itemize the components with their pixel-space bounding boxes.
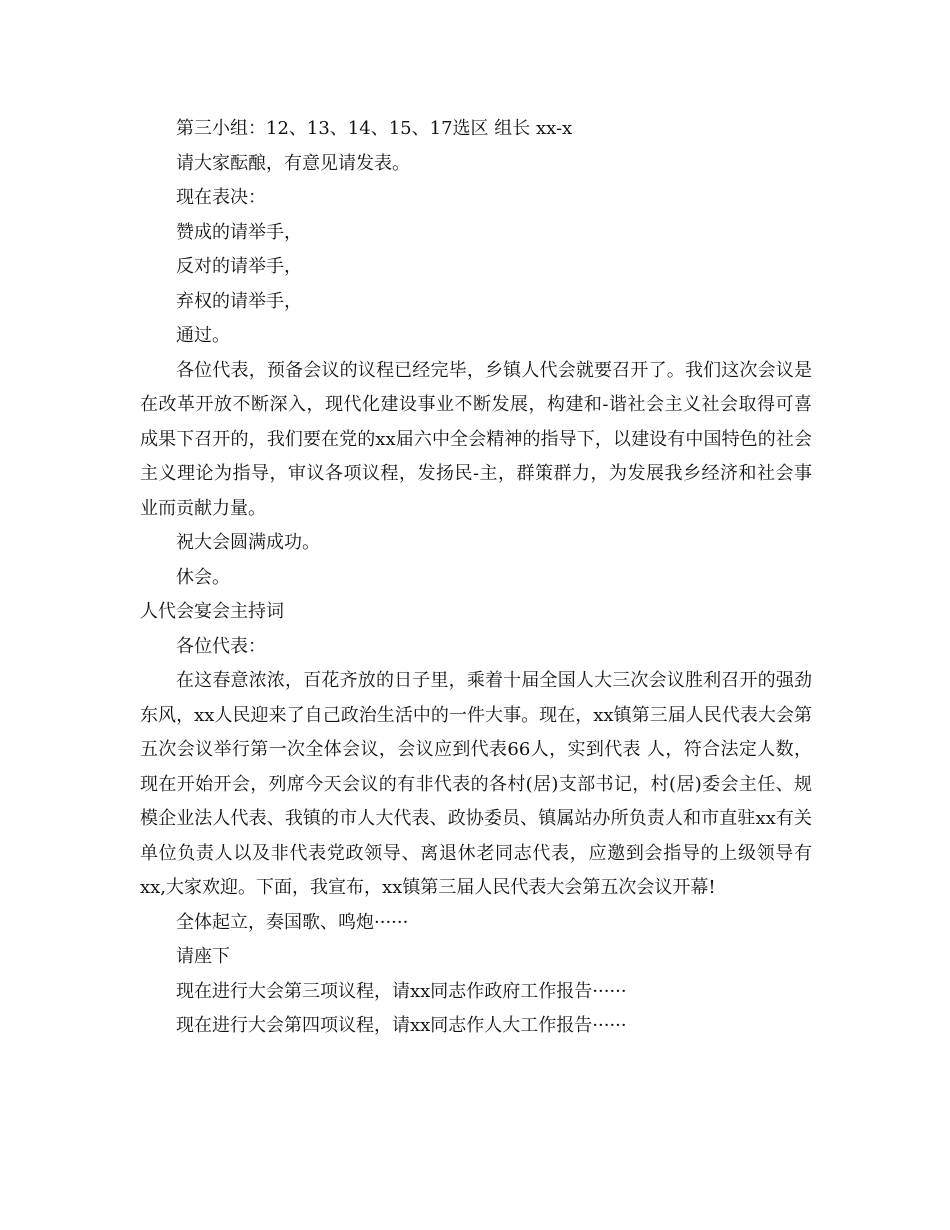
paragraph-be-seated: 请座下 xyxy=(176,946,230,967)
paragraph-success-wish: 祝大会圆满成功。 xyxy=(176,532,320,553)
paragraph-agenda-three: 现在进行大会第三项议程，请xx同志作政府工作报告······ xyxy=(176,980,627,1002)
paragraph-group-three: 第三小组：12、13、14、15、17选区 组长 xx-x xyxy=(176,118,573,139)
document-body xyxy=(140,112,812,1044)
paragraph-anthem: 全体起立，奏国歌、鸣炮······ xyxy=(176,911,409,933)
section-heading: 人代会宴会主持词 xyxy=(140,601,284,622)
paragraph-passed: 通过。 xyxy=(176,325,230,346)
paragraph-preparatory-meeting: 各位代表，预备会议的议程已经完毕，乡镇人代会就要召开了。我们这次会议是在改革开放不断深入，现代化建设事业不断发展，构建和-谐社会主义社会取得可喜成果下召开的，我们要在党的xx届六中全会精神的指导下，以建设有中国特色的社会主义理论为指导，审议各项议程，发扬民-主，群策群力，为发展我乡经济和社会事业而贡献力量。 xyxy=(140,359,812,519)
paragraph-recess: 休会。 xyxy=(176,566,230,588)
paragraph-oppose: 反对的请举手， xyxy=(176,256,302,277)
paragraph-opening-speech: 在这春意浓浓，百花齐放的日子里，乘着十届全国人大三次会议胜利召开的强劲东风，xx人民迎来了自己政治生活中的一件大事。现在，xx镇第三届人民代表大会第五次会议举行第一次全体会议，会议应到代表66人，实到代表 人，符合法定人数，现在开始开会，列席今天会议的有非代表的各村(居)支部书记，村(居)委会主任、规模企业法人代表、我镇的市人大代表、政协委员、镇属站办所负责人和市直驻xx有关单位负责人以及非代表党政领导、离退休老同志代表，应邀到会指导的上级领导有xx,大家欢迎。下面，我宣布，xx镇第三届人民代表大会第五次会议开幕! xyxy=(140,670,812,898)
paragraph-approve: 赞成的请举手， xyxy=(176,221,302,243)
paragraph-abstain: 弃权的请举手， xyxy=(176,290,302,312)
paragraph-salutation: 各位代表： xyxy=(176,635,266,657)
paragraph-agenda-four: 现在进行大会第四项议程，请xx同志作人大工作报告······ xyxy=(176,1015,627,1036)
paragraph-vote: 现在表决： xyxy=(176,187,266,208)
paragraph-discussion: 请大家酝酿，有意见请发表。 xyxy=(176,152,410,174)
